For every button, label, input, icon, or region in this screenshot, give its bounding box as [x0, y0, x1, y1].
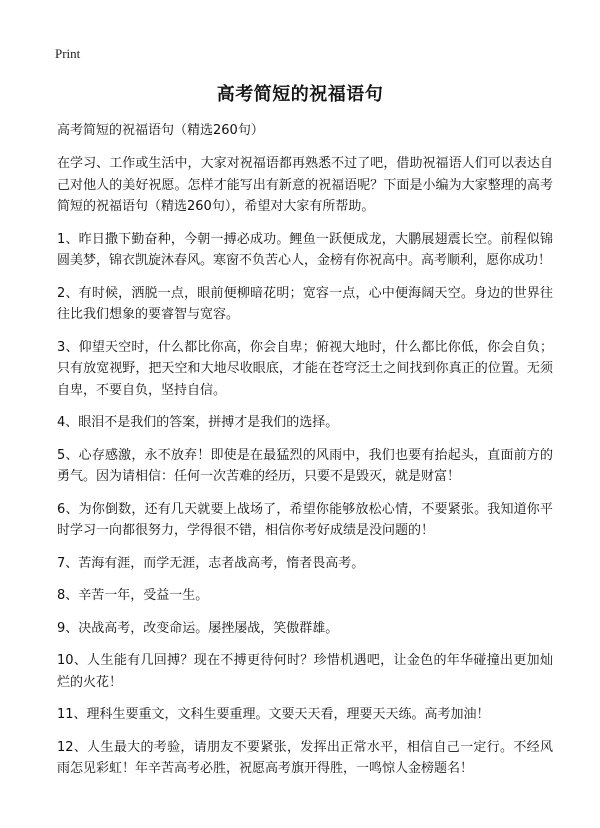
page-title: 高考简短的祝福语句 — [216, 84, 384, 105]
blessing-item-8: 8、辛苦一年，受益一生。 — [57, 588, 209, 603]
blessing-item-7: 7、苦海有涯，而学无涯，志者战高考，惰者畏高考。 — [57, 555, 365, 571]
article-subtitle: 高考简短的祝福语句（精选260句） — [57, 123, 264, 138]
intro-paragraph: 在学习、工作或生活中，大家对祝福语都再熟悉不过了吧，借助祝福语人们可以表达自己对他人的美好祝愿。怎样才能写出有新意的祝福语呢？下面是小编为大家整理的高考简短的祝福语句（精选260句），希望对大家有所帮助。 — [57, 156, 553, 214]
blessing-item-1: 1、昨日撒下勤奋种，今朝一搏必成功。鲤鱼一跃便成龙，大鹏展翅震长空。前程似锦圆美梦，锦衣凯旋沐春风。寒窗不负苦心人，金榜有你祝高中。高考顺利，愿你成功！ — [57, 231, 553, 268]
blessing-item-10: 10、人生能有几回搏？现在不搏更待何时？珍惜机遇吧，让金色的年华碰撞出更加灿烂的火花！ — [57, 653, 553, 690]
blessing-item-5: 5、心存感激，永不放弃！即使是在最猛烈的风雨中，我们也要有抬起头，直面前方的勇气。因为请相信：任何一次苦难的经历，只要不是毁灭，就是财富！ — [57, 447, 553, 484]
blessing-item-12: 12、人生最大的考验，请朋友不要紧张，发挥出正常水平，相信自己一定行。不经风雨怎见彩虹！年辛苦高考必胜，祝愿高考旗开得胜，一鸣惊人金榜题名！ — [57, 739, 553, 776]
article-body — [57, 120, 553, 791]
blessing-item-4: 4、眼泪不是我们的答案，拼搏才是我们的选择。 — [57, 415, 339, 430]
blessing-item-3: 3、仰望天空时，什么都比你高，你会自卑；俯视大地时，什么都比你低，你会自负；只有放宽视野，把天空和大地尽收眼底，才能在苍穹泛土之间找到你真正的位置。无须自卑，不要自负，坚持自信。 — [57, 339, 553, 398]
blessing-item-11: 11、理科生要重文，文科生要重理。文要天天看，理要天天练。高考加油！ — [57, 707, 490, 722]
print-link[interactable]: Print — [55, 46, 81, 61]
blessing-item-6: 6、为你倒数，还有几天就要上战场了，希望你能够放松心情，不要紧张。我知道你平时学习一向都很努力，学得很不错，相信你考好成绩是没问题的！ — [57, 501, 553, 538]
blessing-item-2: 2、有时候，洒脱一点，眼前便柳暗花明；宽容一点，心中便海阔天空。身边的世界往往比我们想象的要睿智与宽容。 — [57, 285, 553, 322]
blessing-item-9: 9、决战高考，改变命运。屡挫屡战，笑傲群雄。 — [57, 620, 339, 636]
